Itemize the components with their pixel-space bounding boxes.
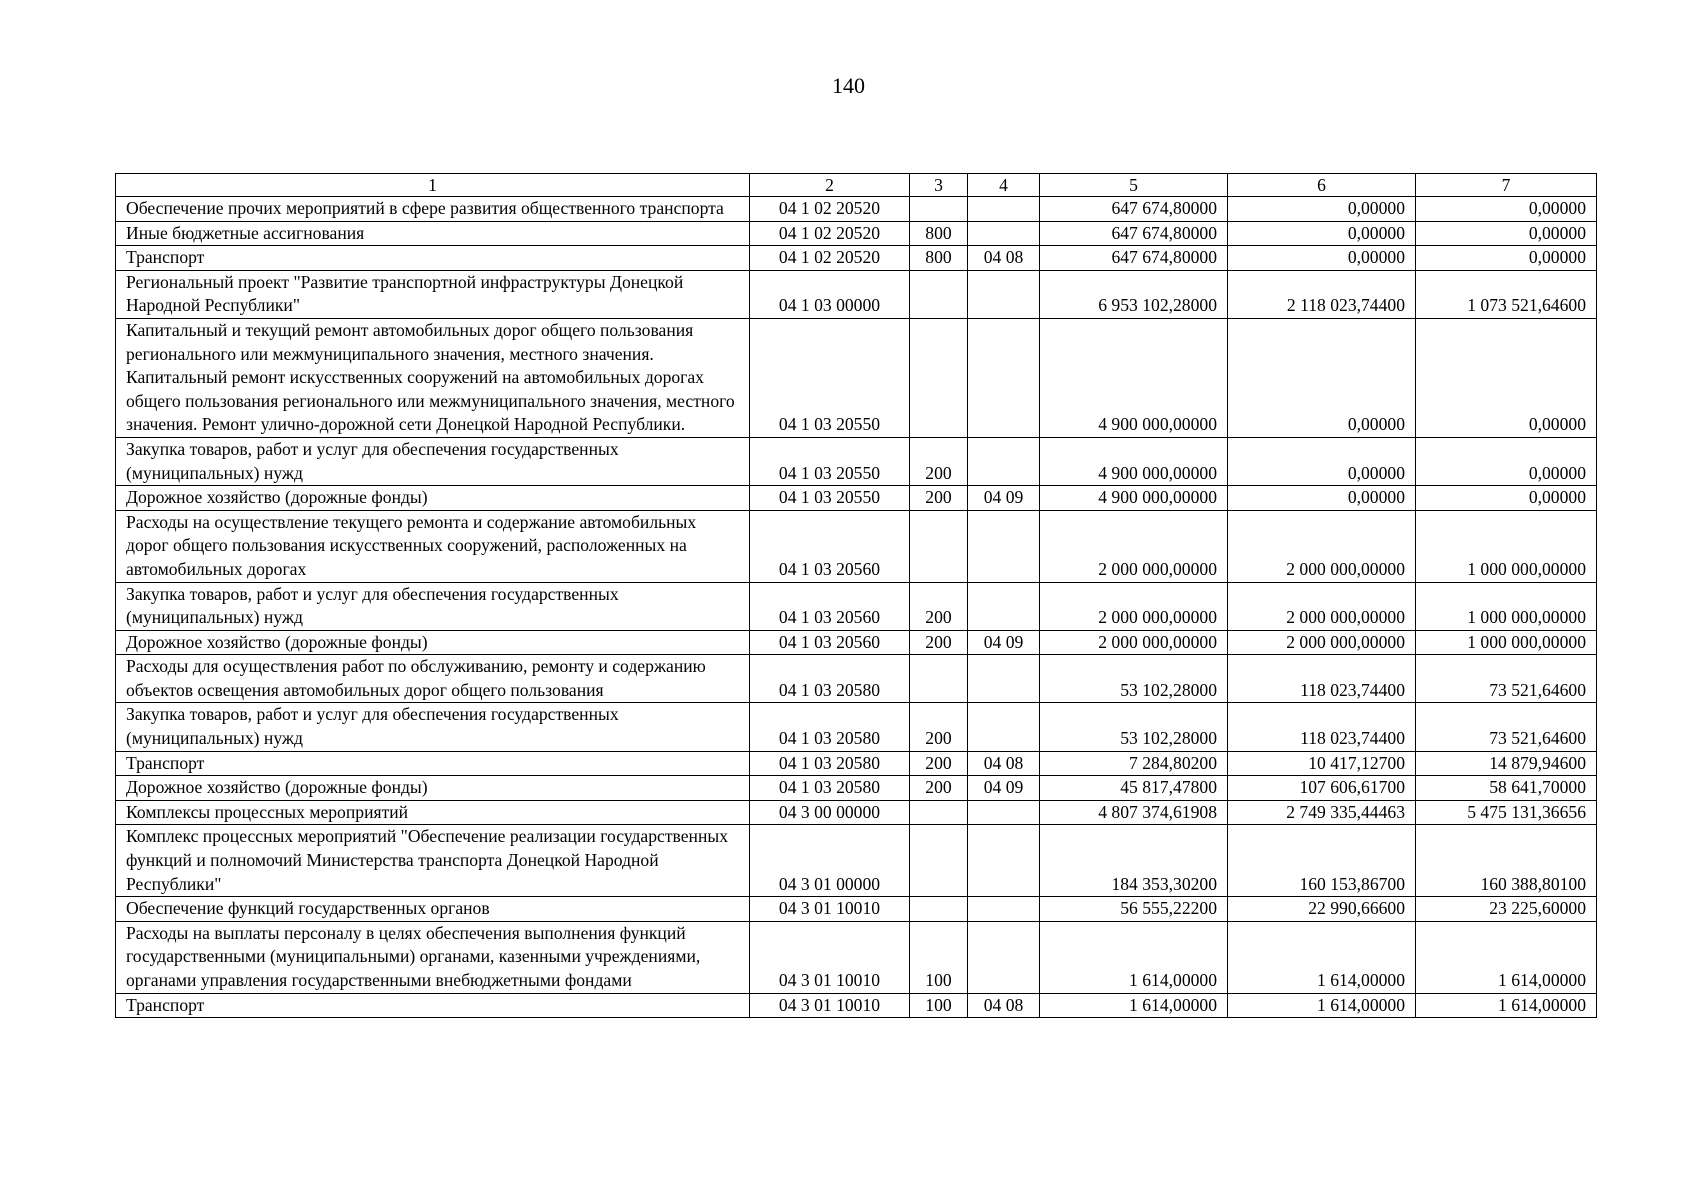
- row-expense-type: 200: [910, 630, 968, 655]
- row-amount-col6: 2 000 000,00000: [1228, 582, 1416, 630]
- row-code: 04 3 01 10010: [750, 897, 910, 922]
- row-amount-col6: 1 614,00000: [1228, 993, 1416, 1018]
- row-amount-col6: 10 417,12700: [1228, 751, 1416, 776]
- row-code: 04 1 03 20580: [750, 776, 910, 801]
- row-code: 04 1 03 20550: [750, 486, 910, 511]
- table-row: [116, 800, 1597, 825]
- row-section: [968, 897, 1040, 922]
- row-amount-col5: 53 102,28000: [1040, 703, 1228, 751]
- table-row: [116, 582, 1597, 630]
- row-name: Закупка товаров, работ и услуг для обеспечения государственных (муниципальных) нужд: [116, 582, 750, 630]
- page-number: 140: [832, 73, 865, 98]
- row-amount-col7: 160 388,80100: [1416, 825, 1597, 897]
- row-section: [968, 703, 1040, 751]
- row-name: Закупка товаров, работ и услуг для обеспечения государственных (муниципальных) нужд: [116, 437, 750, 485]
- row-amount-col6: 22 990,66600: [1228, 897, 1416, 922]
- row-section: [968, 921, 1040, 993]
- row-name: Транспорт: [116, 993, 750, 1018]
- table-row: [116, 486, 1597, 511]
- row-name: Дорожное хозяйство (дорожные фонды): [116, 776, 750, 801]
- table-row: [116, 993, 1597, 1018]
- row-amount-col6: 2 749 335,44463: [1228, 800, 1416, 825]
- row-amount-col7: 14 879,94600: [1416, 751, 1597, 776]
- row-expense-type: 200: [910, 776, 968, 801]
- row-expense-type: 100: [910, 921, 968, 993]
- row-section: [968, 655, 1040, 703]
- row-amount-col5: 647 674,80000: [1040, 197, 1228, 222]
- row-name: Закупка товаров, работ и услуг для обеспечения государственных (муниципальных) нужд: [116, 703, 750, 751]
- row-expense-type: [910, 897, 968, 922]
- row-amount-col6: 0,00000: [1228, 221, 1416, 246]
- row-name: Иные бюджетные ассигнования: [116, 221, 750, 246]
- row-name: Комплексы процессных мероприятий: [116, 800, 750, 825]
- row-amount-col5: 647 674,80000: [1040, 246, 1228, 271]
- row-expense-type: 200: [910, 703, 968, 751]
- table-row: [116, 221, 1597, 246]
- row-amount-col7: 1 073 521,64600: [1416, 270, 1597, 318]
- table-row: [116, 197, 1597, 222]
- row-expense-type: 800: [910, 246, 968, 271]
- row-section: 04 09: [968, 486, 1040, 511]
- column-header: 4: [968, 174, 1040, 197]
- row-section: 04 09: [968, 630, 1040, 655]
- row-name: Дорожное хозяйство (дорожные фонды): [116, 630, 750, 655]
- row-code: 04 1 02 20520: [750, 246, 910, 271]
- row-amount-col5: 4 807 374,61908: [1040, 800, 1228, 825]
- row-amount-col5: 45 817,47800: [1040, 776, 1228, 801]
- row-section: [968, 221, 1040, 246]
- column-header: 3: [910, 174, 968, 197]
- row-code: 04 1 02 20520: [750, 221, 910, 246]
- row-expense-type: 200: [910, 437, 968, 485]
- table-row: [116, 630, 1597, 655]
- row-code: 04 1 02 20520: [750, 197, 910, 222]
- row-amount-col7: 0,00000: [1416, 318, 1597, 437]
- table-row: [116, 897, 1597, 922]
- row-amount-col6: 0,00000: [1228, 197, 1416, 222]
- row-name: Капитальный и текущий ремонт автомобильных дорог общего пользования регионального или межмуниципального значения, местного значения. Капитальный ремонт искусственных сооружений на автомобильных дорогах общего пользования регионального или межмуниципального значения, местного значения. Ремонт улично-дорожной сети Донецкой Народной Республики.: [116, 318, 750, 437]
- row-code: 04 3 01 10010: [750, 993, 910, 1018]
- column-header: 2: [750, 174, 910, 197]
- table-row: [116, 655, 1597, 703]
- row-code: 04 1 03 20580: [750, 703, 910, 751]
- table-header-row: [116, 174, 1597, 197]
- row-section: [968, 437, 1040, 485]
- row-expense-type: 200: [910, 582, 968, 630]
- row-expense-type: [910, 825, 968, 897]
- row-amount-col6: 2 000 000,00000: [1228, 510, 1416, 582]
- row-amount-col6: 0,00000: [1228, 486, 1416, 511]
- row-expense-type: 800: [910, 221, 968, 246]
- row-name: Обеспечение прочих мероприятий в сфере развития общественного транспорта: [116, 197, 750, 222]
- row-amount-col5: 2 000 000,00000: [1040, 582, 1228, 630]
- row-amount-col5: 4 900 000,00000: [1040, 318, 1228, 437]
- row-amount-col6: 1 614,00000: [1228, 921, 1416, 993]
- row-section: [968, 825, 1040, 897]
- table-row: [116, 437, 1597, 485]
- row-amount-col7: 0,00000: [1416, 246, 1597, 271]
- row-amount-col7: 1 000 000,00000: [1416, 582, 1597, 630]
- row-amount-col5: 4 900 000,00000: [1040, 486, 1228, 511]
- row-section: 04 09: [968, 776, 1040, 801]
- row-amount-col6: 118 023,74400: [1228, 655, 1416, 703]
- row-name: Региональный проект "Развитие транспортной инфраструктуры Донецкой Народной Республики": [116, 270, 750, 318]
- row-code: 04 1 03 20580: [750, 655, 910, 703]
- row-code: 04 3 01 10010: [750, 921, 910, 993]
- row-code: 04 1 03 20560: [750, 630, 910, 655]
- table-row: [116, 270, 1597, 318]
- row-code: 04 1 03 20550: [750, 437, 910, 485]
- row-expense-type: [910, 197, 968, 222]
- row-expense-type: [910, 318, 968, 437]
- row-expense-type: [910, 800, 968, 825]
- row-expense-type: [910, 655, 968, 703]
- row-amount-col5: 56 555,22200: [1040, 897, 1228, 922]
- row-section: 04 08: [968, 993, 1040, 1018]
- row-amount-col7: 5 475 131,36656: [1416, 800, 1597, 825]
- column-header: 5: [1040, 174, 1228, 197]
- row-section: 04 08: [968, 246, 1040, 271]
- row-amount-col5: 6 953 102,28000: [1040, 270, 1228, 318]
- row-amount-col7: 1 614,00000: [1416, 993, 1597, 1018]
- row-amount-col7: 73 521,64600: [1416, 703, 1597, 751]
- row-expense-type: [910, 270, 968, 318]
- table-row: [116, 921, 1597, 993]
- row-amount-col7: 0,00000: [1416, 221, 1597, 246]
- row-name: Комплекс процессных мероприятий "Обеспечение реализации государственных функций и полномочий Министерства транспорта Донецкой Народной Республики": [116, 825, 750, 897]
- row-code: 04 1 03 20560: [750, 582, 910, 630]
- row-amount-col5: 7 284,80200: [1040, 751, 1228, 776]
- row-amount-col7: 58 641,70000: [1416, 776, 1597, 801]
- row-name: Дорожное хозяйство (дорожные фонды): [116, 486, 750, 511]
- table-row: [116, 703, 1597, 751]
- row-name: Расходы для осуществления работ по обслуживанию, ремонту и содержанию объектов освещения автомобильных дорог общего пользования: [116, 655, 750, 703]
- row-amount-col6: 2 118 023,74400: [1228, 270, 1416, 318]
- row-section: [968, 800, 1040, 825]
- row-amount-col5: 2 000 000,00000: [1040, 510, 1228, 582]
- row-name: Расходы на выплаты персоналу в целях обеспечения выполнения функций государственными (муниципальными) органами, казенными учреждениями, органами управления государственными внебюджетными фондами: [116, 921, 750, 993]
- column-header: 1: [116, 174, 750, 197]
- row-amount-col7: 23 225,60000: [1416, 897, 1597, 922]
- row-amount-col7: 73 521,64600: [1416, 655, 1597, 703]
- table-row: [116, 510, 1597, 582]
- row-amount-col6: 107 606,61700: [1228, 776, 1416, 801]
- row-amount-col5: 2 000 000,00000: [1040, 630, 1228, 655]
- table-row: [116, 776, 1597, 801]
- row-section: 04 08: [968, 751, 1040, 776]
- row-expense-type: 100: [910, 993, 968, 1018]
- column-header: 7: [1416, 174, 1597, 197]
- column-header: 6: [1228, 174, 1416, 197]
- row-code: 04 3 00 00000: [750, 800, 910, 825]
- row-amount-col7: 1 614,00000: [1416, 921, 1597, 993]
- row-amount-col6: 2 000 000,00000: [1228, 630, 1416, 655]
- row-amount-col5: 647 674,80000: [1040, 221, 1228, 246]
- row-amount-col7: 0,00000: [1416, 486, 1597, 511]
- row-amount-col7: 1 000 000,00000: [1416, 630, 1597, 655]
- row-name: Транспорт: [116, 751, 750, 776]
- row-code: 04 1 03 20550: [750, 318, 910, 437]
- row-amount-col5: 1 614,00000: [1040, 921, 1228, 993]
- row-expense-type: [910, 510, 968, 582]
- row-code: 04 1 03 20580: [750, 751, 910, 776]
- row-section: [968, 197, 1040, 222]
- budget-table: [115, 173, 1597, 1018]
- row-amount-col5: 184 353,30200: [1040, 825, 1228, 897]
- row-code: 04 1 03 00000: [750, 270, 910, 318]
- table-row: [116, 246, 1597, 271]
- row-amount-col5: 4 900 000,00000: [1040, 437, 1228, 485]
- row-section: [968, 510, 1040, 582]
- row-section: [968, 318, 1040, 437]
- row-expense-type: 200: [910, 486, 968, 511]
- row-amount-col5: 53 102,28000: [1040, 655, 1228, 703]
- table-row: [116, 318, 1597, 437]
- row-amount-col6: 160 153,86700: [1228, 825, 1416, 897]
- row-name: Транспорт: [116, 246, 750, 271]
- row-amount-col5: 1 614,00000: [1040, 993, 1228, 1018]
- row-amount-col7: 1 000 000,00000: [1416, 510, 1597, 582]
- row-amount-col7: 0,00000: [1416, 197, 1597, 222]
- table-row: [116, 825, 1597, 897]
- row-amount-col6: 0,00000: [1228, 246, 1416, 271]
- row-name: Обеспечение функций государственных органов: [116, 897, 750, 922]
- row-expense-type: 200: [910, 751, 968, 776]
- row-code: 04 3 01 00000: [750, 825, 910, 897]
- row-section: [968, 270, 1040, 318]
- row-amount-col6: 0,00000: [1228, 437, 1416, 485]
- row-section: [968, 582, 1040, 630]
- row-code: 04 1 03 20560: [750, 510, 910, 582]
- row-amount-col6: 118 023,74400: [1228, 703, 1416, 751]
- table-row: [116, 751, 1597, 776]
- row-amount-col6: 0,00000: [1228, 318, 1416, 437]
- row-amount-col7: 0,00000: [1416, 437, 1597, 485]
- row-name: Расходы на осуществление текущего ремонта и содержание автомобильных дорог общего пользования искусственных сооружений, расположенных на автомобильных дорогах: [116, 510, 750, 582]
